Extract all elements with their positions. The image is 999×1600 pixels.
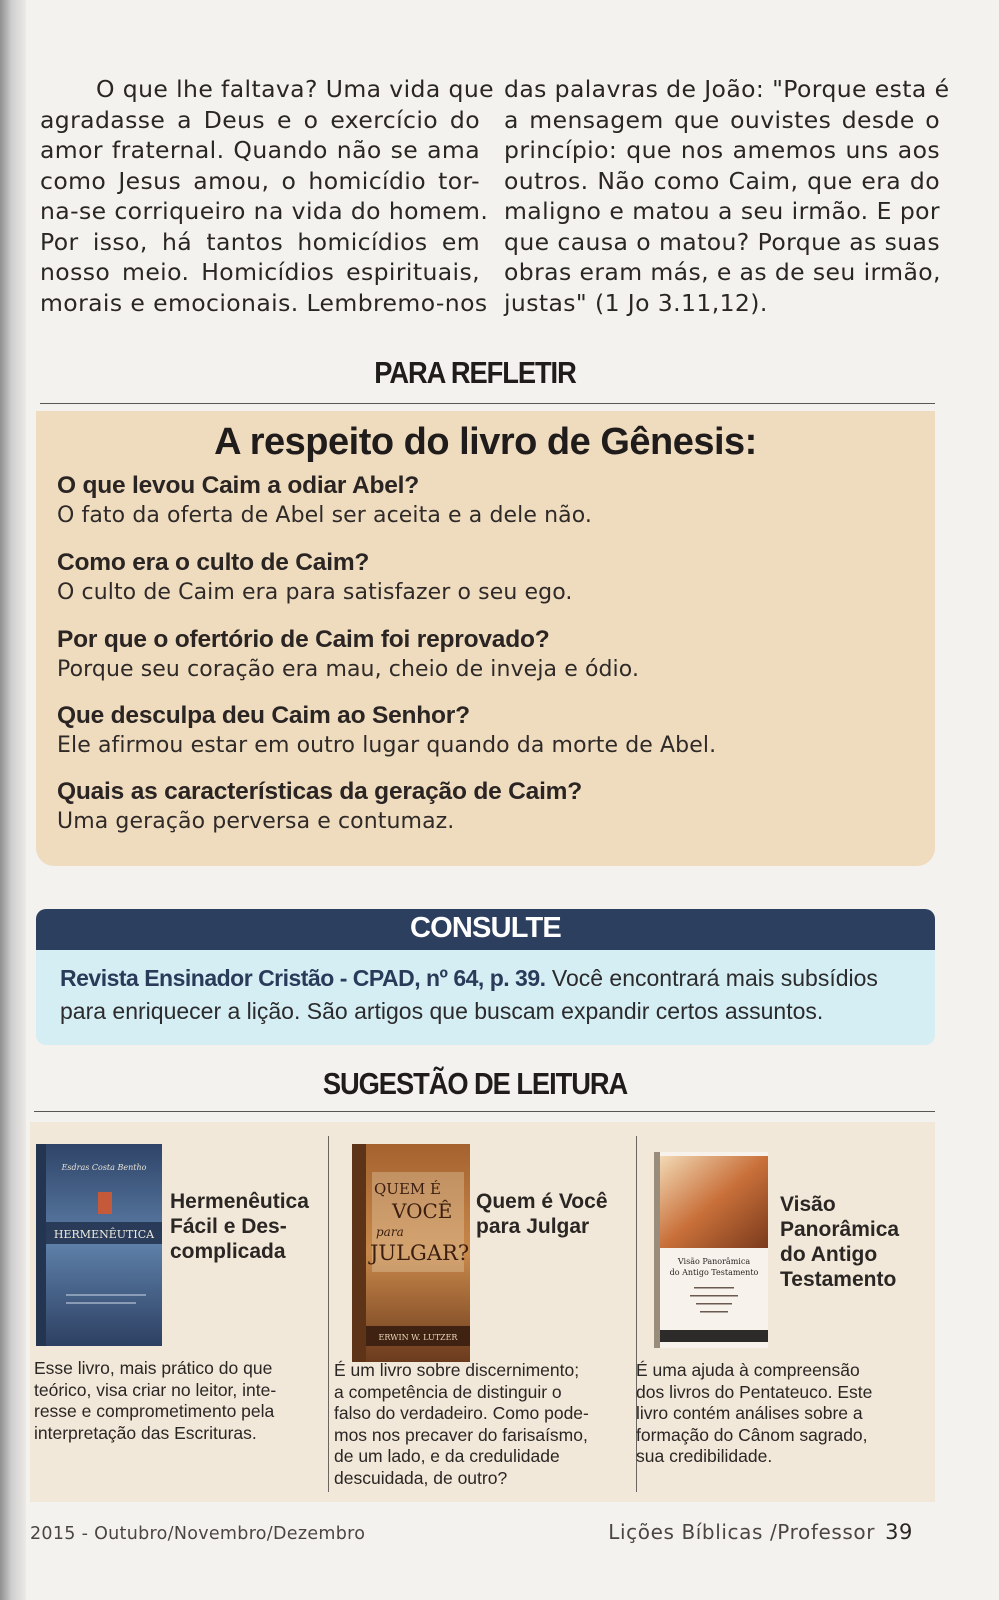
question: Como era o culto de Caim?	[57, 549, 370, 576]
para-refletir-heading: PARA REFLETIR	[374, 355, 576, 390]
intro-line: na-se corriqueiro na vida do homem.	[40, 197, 489, 225]
cover-title: QUEM É	[374, 1180, 441, 1198]
book-title-line: Quem é Você	[476, 1190, 608, 1213]
footer-publication	[608, 1520, 913, 1544]
book-title-line: do Antigo	[780, 1243, 878, 1266]
intro-line: agradasse a Deus e o exercício do	[40, 105, 480, 134]
cover-title: JULGAR?	[370, 1241, 470, 1265]
book-title-line: Testamento	[780, 1268, 897, 1291]
cover-title: HERMENÊUTICA	[53, 1228, 155, 1241]
cover-title: para	[376, 1225, 404, 1239]
column-divider	[328, 1136, 329, 1492]
sugestao-heading: SUGESTÃO DE LEITURA	[322, 1066, 628, 1101]
book-desc-line: Esse livro, mais prático do que	[34, 1358, 273, 1378]
answer: Porque seu coração era mau, cheio de inveja e ódio.	[57, 657, 640, 682]
intro-line: O que lhe faltava? Uma vida que	[96, 75, 494, 103]
cover-title: do Antigo Testamento	[669, 1268, 759, 1277]
qa-item	[57, 548, 917, 608]
cover-author: ERWIN W. LUTZER	[378, 1333, 458, 1342]
book-title	[476, 1189, 608, 1239]
intro-line: outros. Não como Caim, que era do	[504, 166, 940, 195]
intro-line: a mensagem que ouvistes desde o	[504, 105, 940, 134]
intro-right-column	[504, 74, 950, 318]
page-number: 39	[885, 1520, 913, 1544]
cover-title: VOCÊ	[392, 1199, 453, 1223]
intro-line: obras eram más, e as de seu irmão,	[504, 258, 941, 286]
cover-author: Esdras Costa Bentho	[61, 1163, 147, 1172]
qa-item	[57, 471, 917, 531]
consulte-text-1: Você encontrará mais subsídios	[545, 965, 878, 991]
consulte-source: Revista Ensinador Cristão - CPAD, nº 64, p. 39.	[60, 965, 546, 991]
book-description	[334, 1360, 630, 1489]
refletir-title: A respeito do livro de Gênesis:	[214, 421, 757, 463]
book-cover-visao-panoramica	[654, 1152, 768, 1348]
intro-line: justas" (1 Jo 3.11,12).	[504, 288, 768, 317]
answer: O culto de Caim era para satisfazer o seu ego.	[57, 580, 573, 605]
book-title-line: para Julgar	[476, 1215, 590, 1238]
book-desc-line: sua credibilidade.	[636, 1446, 773, 1466]
book-desc-line: falso do verdadeiro. Como pode-	[334, 1403, 589, 1423]
book-description	[34, 1358, 322, 1444]
section-rule	[34, 1111, 935, 1112]
question: Por que o ofertório de Caim foi reprovado?	[57, 626, 550, 653]
book-desc-line: É uma ajuda à compreensão	[636, 1360, 860, 1380]
intro-line: amor fraternal. Quando não se ama	[40, 136, 480, 164]
question: Que desculpa deu Caim ao Senhor?	[57, 702, 470, 729]
book-desc-line: teórico, visa criar no leitor, inte-	[34, 1379, 277, 1400]
qa-item	[57, 625, 917, 685]
book-desc-line: É um livro sobre discernimento;	[334, 1360, 580, 1380]
question: Quais as características da geração de Caim?	[57, 778, 583, 805]
intro-line: das palavras de João: "Porque esta é	[504, 75, 950, 103]
para-refletir-box	[36, 411, 935, 866]
intro-line: maligno e matou a seu irmão. E por	[504, 197, 940, 225]
book-desc-line: resse e comprometimento pela	[34, 1401, 275, 1421]
book-cover-hermeneutica	[36, 1144, 162, 1346]
answer: Ele afirmou estar em outro lugar quando da morte de Abel.	[57, 733, 717, 758]
intro-line: como Jesus amou, o homicídio tor-	[40, 166, 480, 195]
intro-line: nosso meio. Homicídios espirituais,	[40, 258, 480, 286]
intro-left-column	[40, 74, 494, 318]
intro-line: que causa o matou? Porque as suas	[504, 227, 940, 256]
page-binding-edge	[0, 0, 26, 1600]
sugestao-leitura-box	[30, 1122, 935, 1502]
book-cover-quem-e-voce	[352, 1144, 470, 1362]
qa-item	[57, 777, 917, 837]
book-desc-line: de um lado, e da credulidade	[334, 1446, 560, 1466]
intro-line: morais e emocionais. Lembremo-nos	[40, 288, 488, 317]
book-desc-line: livro contém análises sobre a	[636, 1403, 863, 1423]
intro-line: princípio: que nos amemos uns aos	[504, 136, 940, 164]
book-description	[636, 1360, 932, 1468]
book-desc-line: a competência de distinguir o	[334, 1381, 562, 1402]
consulte-heading: CONSULTE	[410, 912, 561, 944]
question: O que levou Caim a odiar Abel?	[57, 472, 420, 499]
consulte-box	[36, 909, 935, 1045]
book-desc-line: formação do Cânom sagrado,	[636, 1424, 868, 1445]
book-desc-line: dos livros do Pentateuco. Este	[636, 1381, 873, 1402]
footer-date-range: 2015 - Outubro/Novembro/Dezembro	[30, 1524, 366, 1544]
book-title-line: Visão	[780, 1193, 836, 1216]
consulte-text	[60, 962, 930, 1028]
book-desc-line: descuidada, de outro?	[334, 1467, 508, 1488]
consulte-text-2: para enriquecer a lição. São artigos que buscam expandir certos assuntos.	[60, 998, 824, 1024]
footer-publication-name: Lições Bíblicas /Professor	[608, 1520, 876, 1544]
book-title-line: complicada	[170, 1240, 286, 1263]
book-desc-line: mos nos precaver do farisaísmo,	[334, 1424, 588, 1445]
answer: O fato da oferta de Abel ser aceita e a dele não.	[57, 503, 592, 528]
section-rule	[40, 403, 935, 404]
intro-line: Por isso, há tantos homicídios em	[40, 227, 480, 256]
book-title	[780, 1192, 899, 1292]
qa-item	[57, 701, 917, 761]
book-title	[170, 1189, 309, 1264]
book-desc-line: interpretação das Escrituras.	[34, 1422, 257, 1443]
book-title-line: Fácil e Des-	[170, 1215, 287, 1238]
answer: Uma geração perversa e contumaz.	[57, 809, 455, 834]
cover-title: Visão Panorâmica	[677, 1257, 751, 1266]
book-title-line: Panorâmica	[780, 1218, 900, 1241]
book-title-line: Hermenêutica	[170, 1190, 309, 1213]
